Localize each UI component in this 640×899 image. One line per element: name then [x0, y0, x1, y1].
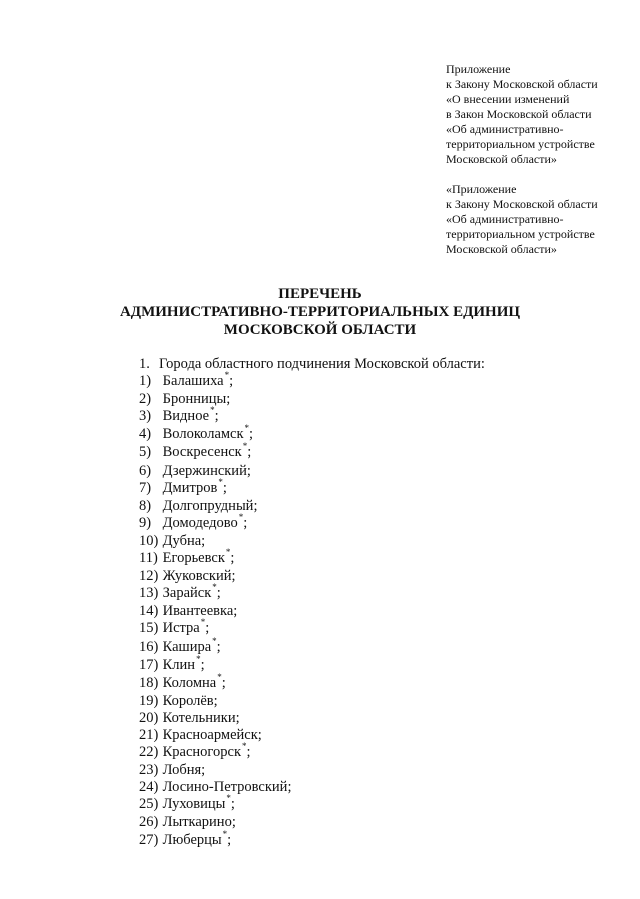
item-suffix: ; — [229, 373, 234, 390]
list-item — [139, 568, 619, 585]
list-item — [139, 779, 619, 796]
list-item — [139, 533, 619, 550]
appendix-line: «Об административно- — [446, 122, 564, 136]
city-name: Дубна — [162, 532, 202, 549]
item-suffix: ; — [216, 638, 221, 655]
item-suffix: ; — [230, 550, 235, 567]
appendix-line: «О внесении изменений — [446, 92, 570, 106]
appendix-line: к Закону Московской области — [446, 197, 598, 211]
footnote-marker: * — [212, 582, 217, 593]
city-name: Люберцы — [162, 831, 222, 848]
title-line-1: ПЕРЕЧЕНЬ — [278, 286, 362, 302]
item-number: 2) — [139, 391, 152, 408]
list-item — [139, 671, 619, 693]
item-number: 5) — [139, 444, 152, 461]
list-item — [139, 582, 619, 603]
list-item — [139, 617, 619, 638]
footnote-marker: * — [224, 370, 230, 381]
title-line-3: МОСКОВСКОЙ ОБЛАСТИ — [223, 322, 417, 338]
city-name: Егорьевск — [162, 550, 225, 567]
item-number: 24) — [139, 779, 159, 796]
list-item — [139, 498, 619, 515]
footnote-marker: * — [200, 617, 206, 628]
item-number: 12) — [139, 568, 159, 585]
item-number: 11) — [139, 550, 158, 567]
city-name: Бронницы — [162, 391, 227, 408]
appendix-line: Приложение — [446, 62, 511, 76]
list-item — [139, 441, 619, 462]
city-name: Волоколамск — [162, 426, 244, 443]
list-item — [139, 793, 619, 814]
item-suffix: ; — [230, 796, 235, 813]
footnote-marker: * — [210, 405, 215, 416]
list-item — [139, 603, 619, 620]
list-item — [139, 693, 619, 710]
city-name: Лосино-Петровский — [162, 779, 288, 796]
item-suffix: ; — [246, 462, 251, 479]
item-suffix: ; — [247, 444, 252, 461]
item-number: 26) — [139, 814, 159, 831]
footnote-marker: * — [244, 423, 250, 434]
city-name: Лобня — [162, 762, 202, 779]
item-number: 27) — [139, 831, 159, 848]
city-name: Королёв — [162, 692, 214, 709]
item-suffix: ; — [243, 514, 248, 531]
item-suffix: ; — [222, 479, 227, 496]
item-suffix: ; — [216, 585, 221, 602]
list-item — [139, 547, 619, 568]
city-name: Красногорск — [162, 744, 241, 761]
list-item — [139, 653, 619, 675]
item-number: 6) — [139, 462, 152, 479]
city-name: Ивантеевка — [162, 603, 234, 620]
item-number: 19) — [139, 692, 159, 709]
item-suffix: ; — [227, 831, 232, 848]
city-name: Долгопрудный — [162, 497, 254, 514]
footnote-marker: * — [242, 741, 247, 752]
footnote-marker: * — [222, 828, 228, 839]
item-suffix: ; — [226, 391, 231, 408]
item-suffix: ; — [205, 620, 210, 637]
item-suffix: ; — [231, 568, 236, 585]
section-number: 1. — [139, 356, 150, 372]
item-suffix: ; — [253, 497, 258, 514]
item-number: 1) — [139, 373, 152, 390]
city-name: Истра — [162, 620, 200, 637]
item-suffix: ; — [233, 603, 238, 620]
footnote-marker: * — [196, 653, 201, 664]
item-suffix: ; — [221, 674, 226, 691]
item-suffix: ; — [200, 656, 205, 673]
item-suffix: ; — [201, 762, 206, 779]
appendix-block-1 — [446, 62, 636, 167]
item-number: 17) — [139, 656, 159, 673]
appendix-block-2 — [446, 182, 636, 257]
city-name: Дмитров — [162, 479, 218, 496]
item-number: 8) — [139, 497, 152, 514]
footnote-marker: * — [238, 511, 244, 522]
item-number: 7) — [139, 479, 152, 496]
appendix-line: Московской области» — [446, 152, 557, 166]
item-number: 23) — [139, 762, 159, 779]
item-number: 14) — [139, 603, 159, 620]
item-suffix: ; — [257, 726, 262, 743]
item-suffix: ; — [201, 532, 206, 549]
appendix-line: Московской области» — [446, 242, 557, 256]
item-number: 16) — [139, 638, 159, 655]
item-suffix: ; — [213, 692, 218, 709]
city-name: Балашиха — [162, 373, 224, 390]
item-suffix: ; — [214, 408, 219, 425]
appendix-note — [446, 62, 636, 257]
item-suffix: ; — [231, 814, 236, 831]
list-item — [139, 635, 619, 657]
appendix-line: в Закон Московской области — [446, 107, 592, 121]
item-number: 21) — [139, 726, 159, 743]
city-name: Зарайск — [162, 585, 212, 602]
appendix-line: к Закону Московской области — [446, 77, 598, 91]
item-number: 3) — [139, 408, 152, 425]
item-suffix: ; — [235, 709, 240, 726]
appendix-line: территориальном устройстве — [446, 137, 595, 151]
title-line-2: АДМИНИСТРАТИВНО-ТЕРРИТОРИАЛЬНЫХ ЕДИНИЦ — [119, 304, 521, 320]
city-name: Клин — [162, 656, 196, 673]
appendix-line: «Об административно- — [446, 212, 564, 226]
list-item — [139, 762, 619, 779]
cities-items — [139, 370, 619, 850]
item-number: 4) — [139, 426, 152, 443]
list-item — [139, 405, 619, 426]
city-name: Дзержинский — [162, 462, 247, 479]
item-number: 25) — [139, 796, 159, 813]
city-name: Коломна — [162, 674, 217, 691]
section-heading — [139, 356, 619, 373]
item-number: 18) — [139, 674, 159, 691]
section-heading-text: Города областного подчинения Московской области: — [159, 356, 485, 372]
list-item — [139, 727, 619, 744]
city-name: Домодедово — [162, 514, 238, 531]
list-item — [139, 463, 619, 480]
city-name: Луховицы — [162, 796, 226, 813]
footnote-marker: * — [218, 476, 223, 487]
city-name: Видное — [162, 408, 210, 425]
footnote-marker: * — [212, 635, 217, 646]
item-number: 22) — [139, 744, 159, 761]
list-item — [139, 828, 619, 850]
footnote-marker: * — [217, 671, 222, 682]
item-number: 10) — [139, 532, 159, 549]
list-item — [139, 511, 619, 533]
document-title — [0, 285, 640, 339]
list-item — [139, 370, 619, 391]
list-item — [139, 814, 619, 831]
item-number: 13) — [139, 585, 159, 602]
item-suffix: ; — [249, 426, 254, 443]
cities-list — [139, 356, 619, 850]
footnote-marker: * — [226, 793, 231, 804]
city-name: Красноармейск — [162, 726, 258, 743]
footnote-marker: * — [242, 441, 248, 452]
city-name: Кашира — [162, 638, 212, 655]
city-name: Лыткарино — [162, 814, 232, 831]
list-item — [139, 741, 619, 762]
footnote-marker: * — [225, 547, 231, 558]
city-name: Жуковский — [162, 568, 232, 585]
item-number: 20) — [139, 709, 159, 726]
list-item — [139, 423, 619, 444]
appendix-line: «Приложение — [446, 182, 517, 196]
appendix-line: территориальном устройстве — [446, 227, 595, 241]
item-number: 15) — [139, 620, 159, 637]
list-item — [139, 710, 619, 727]
item-number: 9) — [139, 514, 152, 531]
city-name: Котельники — [162, 709, 236, 726]
city-name: Воскресенск — [162, 444, 242, 461]
list-item — [139, 476, 619, 498]
item-suffix: ; — [246, 744, 251, 761]
item-suffix: ; — [287, 779, 292, 796]
